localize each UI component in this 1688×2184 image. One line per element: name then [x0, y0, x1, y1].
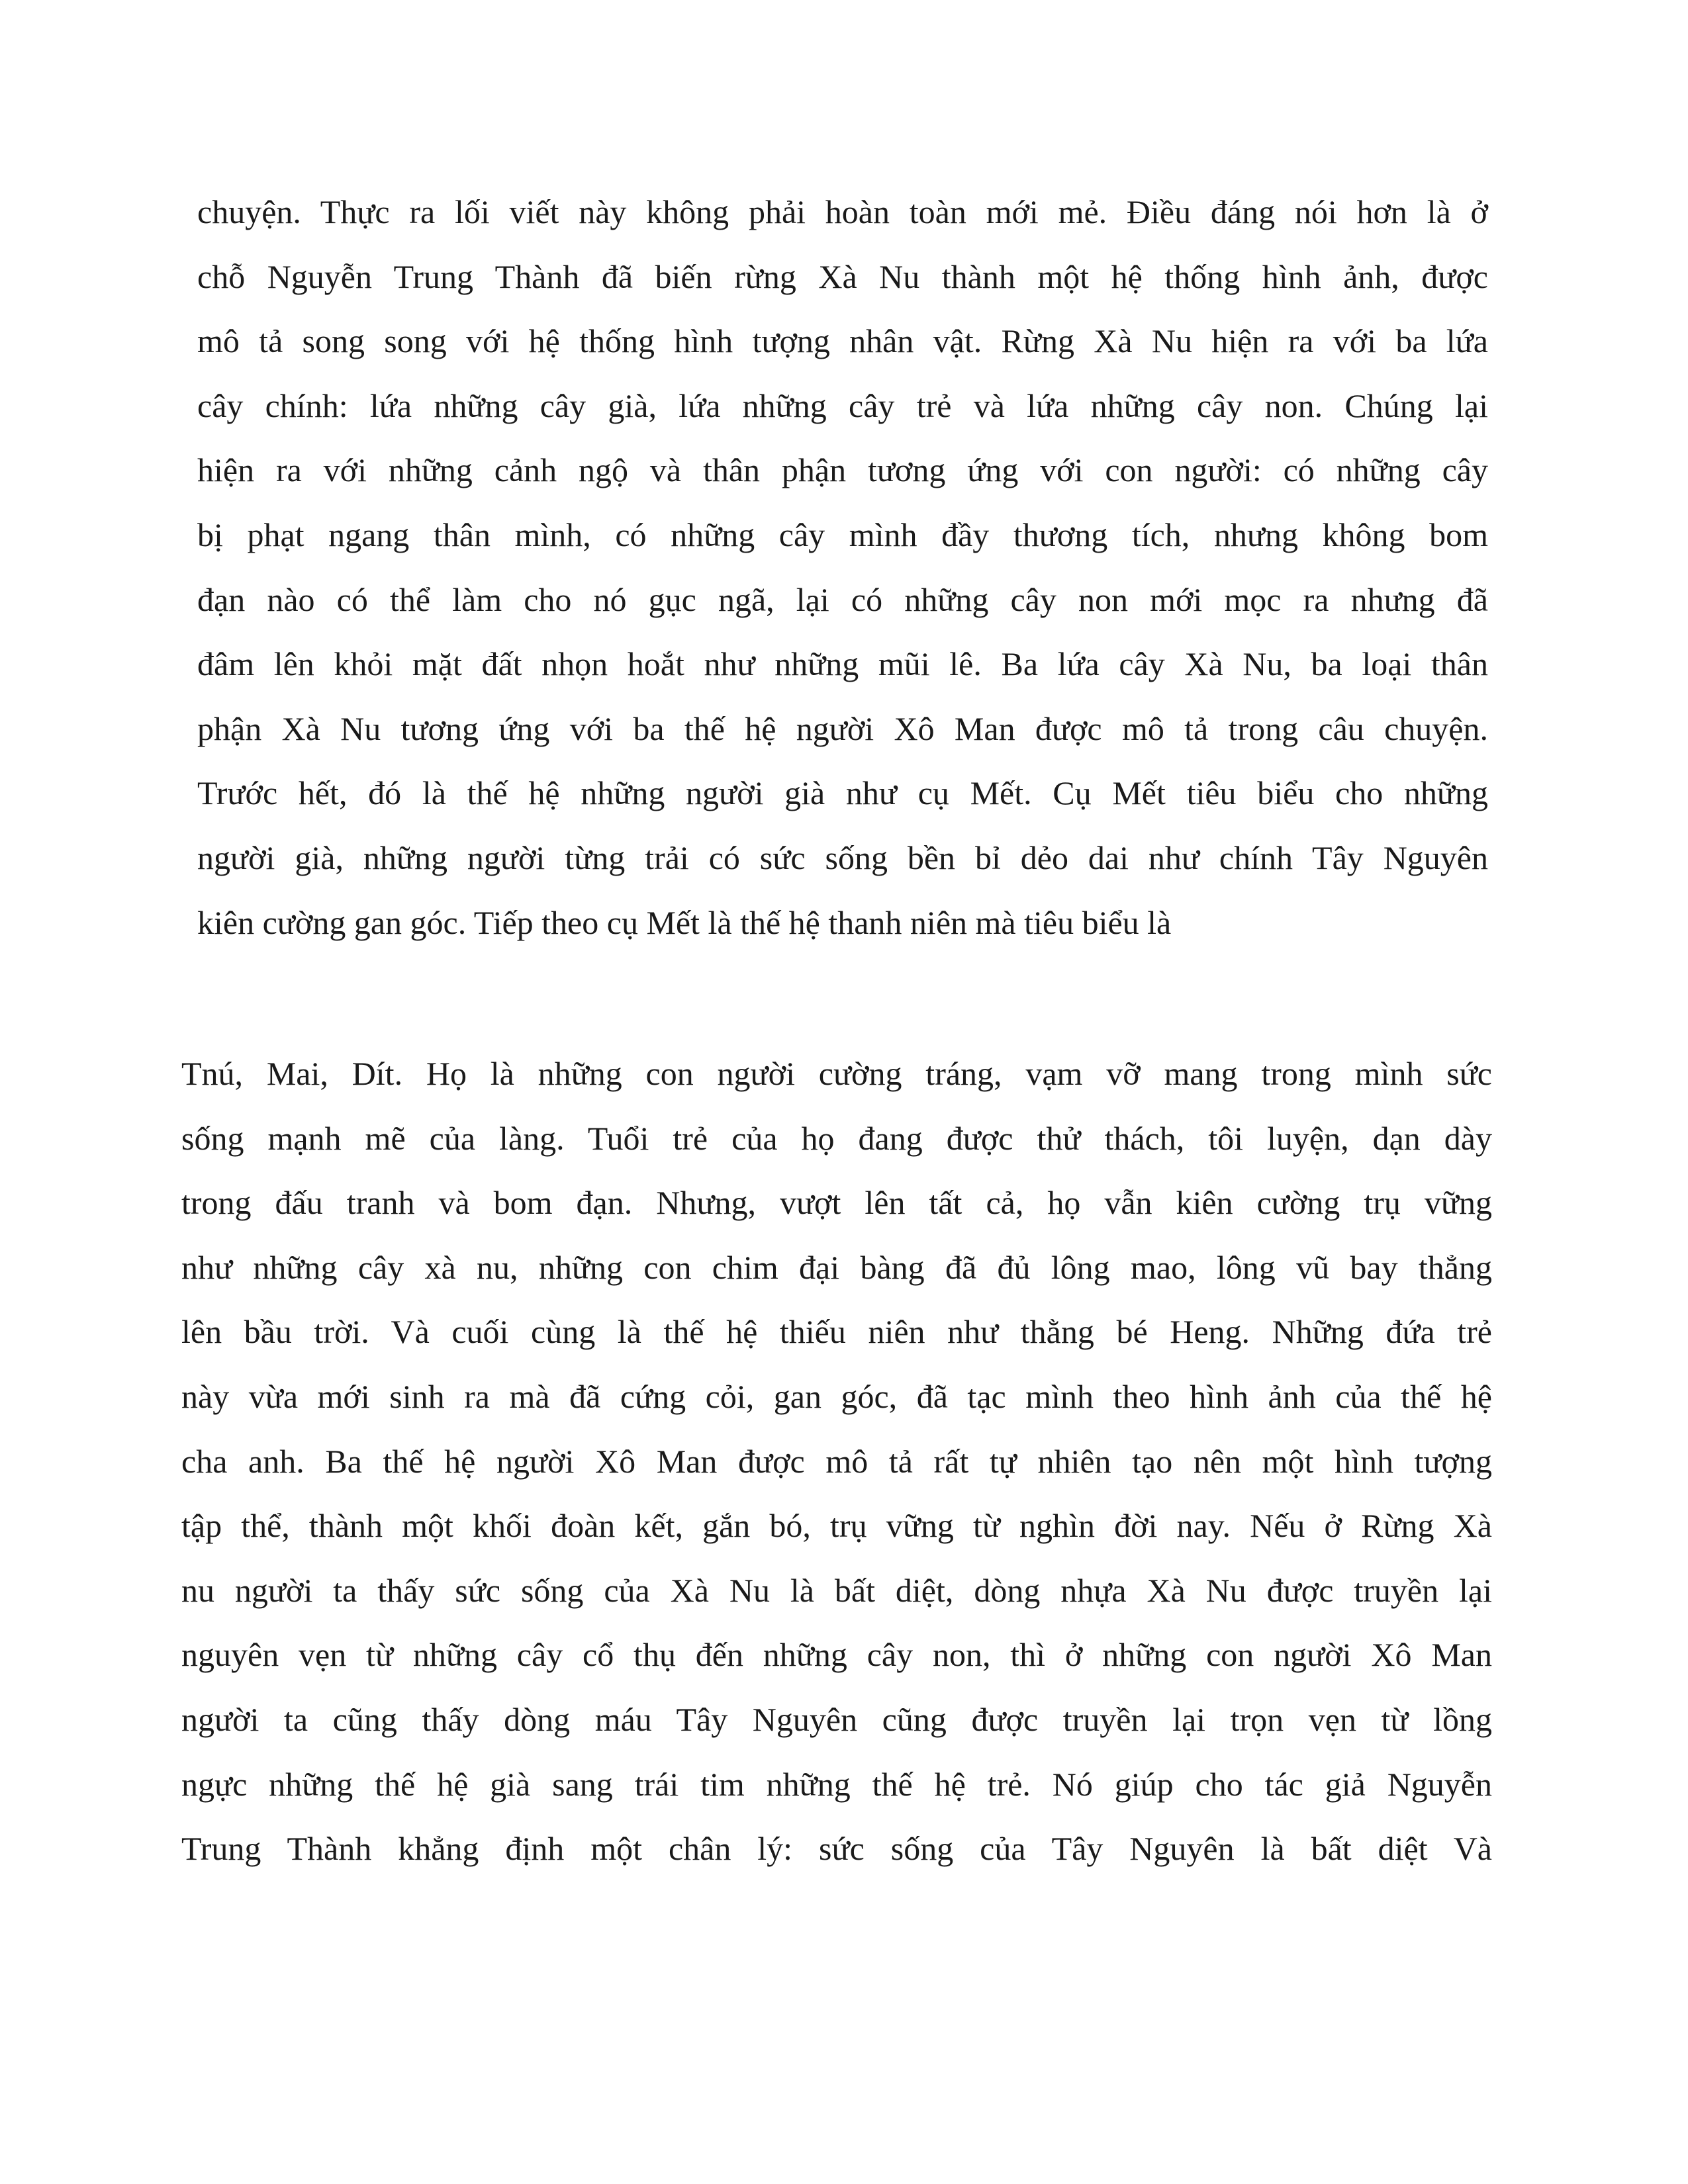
text-line: phận Xà Nu tương ứng với ba thế hệ người Xô Man được mô tả trong câu chuyện.: [197, 709, 1488, 747]
text-line: lên bầu trời. Và cuối cùng là thế hệ thiếu niên như thằng bé Heng. Những đứa trẻ: [181, 1313, 1492, 1351]
text-line: đâm lên khỏi mặt đất nhọn hoắt như những mũi lê. Ba lứa cây Xà Nu, ba loại thân: [197, 645, 1488, 683]
text-line: hiện ra với những cảnh ngộ và thân phận tương ứng với con người: có những cây: [197, 451, 1488, 489]
text-line: kiên cường gan góc. Tiếp theo cụ Mết là thế hệ thanh niên mà tiêu biểu là: [197, 903, 1172, 941]
text-line: này vừa mới sinh ra mà đã cứng cỏi, gan góc, đã tạc mình theo hình ảnh của thế hệ: [181, 1377, 1492, 1415]
text-line: Tnú, Mai, Dít. Họ là những con người cường tráng, vạm vỡ mang trong mình sức: [181, 1055, 1492, 1092]
text-line: bị phạt ngang thân mình, có những cây mình đầy thương tích, nhưng không bom: [197, 516, 1488, 553]
paragraph-2: [181, 1042, 1492, 1882]
text-line: đạn nào có thể làm cho nó gục ngã, lại có những cây non mới mọc ra nhưng đã: [197, 580, 1488, 618]
text-line: mô tả song song với hệ thống hình tượng nhân vật. Rừng Xà Nu hiện ra với ba lứa: [197, 322, 1488, 360]
text-line: chỗ Nguyễn Trung Thành đã biến rừng Xà Nu thành một hệ thống hình ảnh, được: [197, 257, 1488, 295]
text-line: như những cây xà nu, những con chim đại bàng đã đủ lông mao, lông vũ bay thẳng: [181, 1248, 1492, 1286]
text-line: sống mạnh mẽ của làng. Tuổi trẻ của họ đang được thử thách, tôi luyện, dạn dày: [181, 1119, 1492, 1157]
text-line: ngực những thế hệ già sang trái tim những thế hệ trẻ. Nó giúp cho tác giả Nguyễn: [181, 1765, 1492, 1803]
text-line: tập thể, thành một khối đoàn kết, gắn bó, trụ vững từ nghìn đời nay. Nếu ở Rừng Xà: [181, 1507, 1492, 1545]
text-line: nu người ta thấy sức sống của Xà Nu là bất diệt, dòng nhựa Xà Nu được truyền lại: [181, 1571, 1492, 1609]
text-line: người ta cũng thấy dòng máu Tây Nguyên cũng được truyền lại trọn vẹn từ lồng: [181, 1700, 1492, 1738]
text-line: nguyên vẹn từ những cây cổ thụ đến những cây non, thì ở những con người Xô Man: [181, 1636, 1492, 1674]
text-line: cha anh. Ba thế hệ người Xô Man được mô tả rất tự nhiên tạo nên một hình tượng: [181, 1442, 1492, 1480]
text-line: Trước hết, đó là thế hệ những người già như cụ Mết. Cụ Mết tiêu biểu cho những: [197, 774, 1488, 812]
text-line: chuyện. Thực ra lối viết này không phải hoàn toàn mới mẻ. Điều đáng nói hơn là ở: [197, 193, 1488, 230]
text-line: Trung Thành khẳng định một chân lý: sức sống của Tây Nguyên là bất diệt Và: [181, 1830, 1492, 1868]
text-line: trong đấu tranh và bom đạn. Nhưng, vượt lên tất cả, họ vẫn kiên cường trụ vững: [181, 1184, 1492, 1222]
text-line: cây chính: lứa những cây già, lứa những cây trẻ và lứa những cây non. Chúng lại: [197, 387, 1488, 424]
paragraph-1: [197, 180, 1488, 955]
text-line: người già, những người từng trải có sức sống bền bỉ dẻo dai như chính Tây Nguyên: [197, 839, 1488, 876]
